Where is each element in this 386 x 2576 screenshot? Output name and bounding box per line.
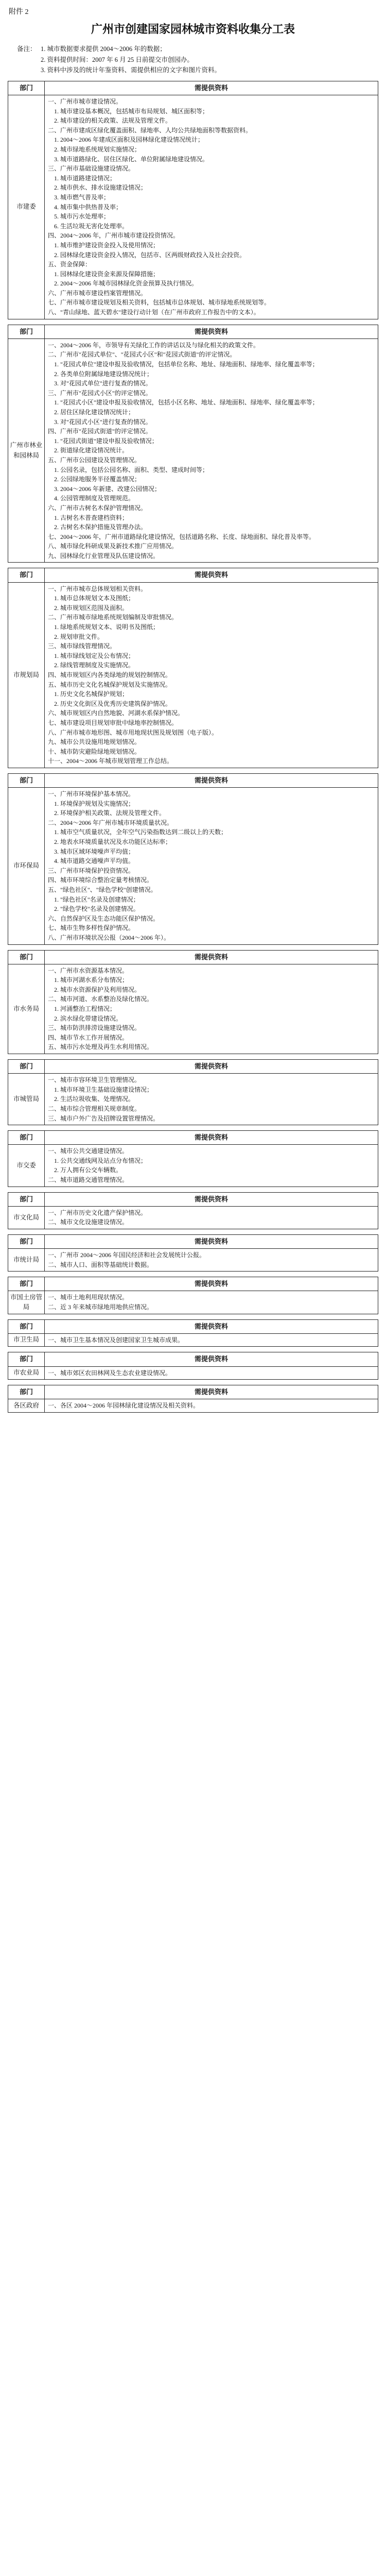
content-line: 八、"青山绿地、蓝天碧水"建设行动计划（在广州市政府工作报告中的文本）。 — [48, 309, 260, 316]
department-cell: 市文化局 — [8, 1206, 45, 1229]
table-header-row — [8, 81, 378, 95]
content-cell — [45, 1145, 378, 1187]
content-cell — [45, 1333, 378, 1347]
sections-container — [8, 81, 378, 1413]
content-line: 4. 公园管理制度及管理规范。 — [54, 495, 135, 502]
content-line: 一、广州市环境保护基本情况。 — [48, 790, 135, 798]
header-department: 部门 — [8, 1385, 45, 1399]
note-text: 3. 资料中涉及的统计年鉴资料、需提供相应的文字和图片资料。 — [41, 66, 221, 74]
content-line: 1. "花园式单位"建设申报及验收情况，包括单位名称、地址、绿地面积、绿地率、绿化覆盖率等； — [54, 361, 319, 368]
header-content: 需提供资料 — [45, 1352, 378, 1366]
header-department: 部门 — [8, 81, 45, 95]
content-line: 2. 2004～2006 年城市园林绿化资金预算及执行情况。 — [54, 280, 198, 287]
content-line: 1. "花园式街道"建设申报及验收情况； — [54, 437, 158, 445]
content-line: 六、自然保护区及生态功能区保护情况。 — [48, 914, 160, 922]
section-table — [8, 950, 378, 1054]
content-line: 5. 城市污水处理率； — [54, 213, 110, 221]
content-line: 二、2004～2006 年广州市城市环境质量状况。 — [48, 819, 173, 826]
content-line: 七、城市生物多样性保护情况。 — [48, 924, 135, 932]
department-cell: 市农业局 — [8, 1366, 45, 1380]
note-text: 2. 资料提供时间：2007 年 6 月 25 日前提交市创园办。 — [41, 56, 194, 63]
department-cell: 各区政府 — [8, 1399, 45, 1413]
section-table — [8, 773, 378, 945]
content-line: 一、广州市历史文化遗产保护情况。 — [48, 1209, 147, 1216]
content-line: 1. 绿地系统规划文本、说明书及图纸； — [54, 623, 160, 631]
content-line: 1. 园林绿化建设资金来源及保障措施； — [54, 270, 160, 278]
content-cell — [45, 1206, 378, 1229]
content-line: 1. 公园名录，包括公园名称、面积、类型、建成时间等； — [54, 466, 209, 473]
department-cell: 市规划局 — [8, 582, 45, 768]
content-cell — [45, 338, 378, 563]
content-line: 1. "花园式小区"建设申报及验收情况，包括小区名称、地址、绿地面积、绿地率、绿化覆盖率等； — [54, 399, 319, 406]
content-line: 2. 公园绿地服务半径覆盖情况； — [54, 476, 141, 483]
content-cell — [45, 95, 378, 319]
content-line: 二、城市道路交通管理情况。 — [48, 1176, 129, 1184]
content-line: 五、广州市公园建设及管理情况。 — [48, 456, 141, 464]
content-line: 2. 古树名木保护措施及管理办法。 — [54, 523, 147, 531]
table-row — [8, 1249, 378, 1272]
department-cell: 市交委 — [8, 1145, 45, 1187]
content-line: 三、城市绿线管理情况。 — [48, 642, 116, 650]
header-content: 需提供资料 — [45, 1385, 378, 1399]
content-line: 一、城市市容环境卫生管理情况。 — [48, 1076, 141, 1084]
header-department: 部门 — [8, 1060, 45, 1074]
content-line: 一、城市土地利用现状情况。 — [48, 1294, 129, 1301]
table-header-row — [8, 1060, 378, 1074]
department-cell: 广州市林业和园林局 — [8, 338, 45, 563]
header-department: 部门 — [8, 1277, 45, 1291]
note-line — [17, 44, 378, 55]
table-row — [8, 788, 378, 945]
document-page — [8, 0, 378, 1413]
content-line: 2. 街道绿化建设情况统计。 — [54, 447, 129, 454]
content-line: 1. 古树名木普查建档资料； — [54, 514, 129, 521]
table-row — [8, 1291, 378, 1314]
table-header-row — [8, 1352, 378, 1366]
content-line: 3. 城市道路绿化、居住区绿化、单位附属绿地建设情况。 — [54, 155, 209, 163]
table-header-row — [8, 773, 378, 787]
content-line: 四、2004～2006 年，广州市城市建设投资情况。 — [48, 232, 180, 240]
header-department: 部门 — [8, 1234, 45, 1248]
content-cell — [45, 582, 378, 768]
attachment-label: 附件 2 — [9, 8, 29, 16]
content-line: 1. 2004～2006 年建成区面积及园林绿化建设情况统计； — [54, 136, 204, 144]
header-department: 部门 — [8, 773, 45, 787]
note-lead — [17, 55, 41, 65]
content-line: 二、城市人口、面积等基础统计数据。 — [48, 1261, 153, 1268]
content-line: 3. 城市区域环境噪声平均值； — [54, 848, 135, 855]
content-line: 五、"绿色社区"、"绿色学校"创建情况。 — [48, 886, 157, 893]
content-line: 二、近 3 年来城市绿地用地供应情况。 — [48, 1303, 153, 1311]
header-department: 部门 — [8, 950, 45, 964]
content-line: 1. 城市绿线划定及公布情况； — [54, 652, 135, 659]
content-line: 四、城市节水工作开展情况。 — [48, 1033, 129, 1041]
content-line: 1. 城市维护建设资金投入及使用情况； — [54, 241, 160, 249]
section-table — [8, 1130, 378, 1187]
content-line: 2. 居住区绿化建设情况统计； — [54, 408, 135, 416]
section-table — [8, 1352, 378, 1380]
table-row — [8, 338, 378, 563]
content-cell — [45, 1399, 378, 1413]
department-cell: 市卫生局 — [8, 1333, 45, 1347]
content-line: 2. 万人拥有公交车辆数。 — [54, 1166, 122, 1174]
content-line: 一、城市卫生基本情况及创建国家卫生城市成果。 — [48, 1336, 184, 1344]
content-line: 1. 城市总体规划文本及图纸； — [54, 595, 135, 602]
content-line: 4. 城市集中供热普及率； — [54, 203, 122, 211]
section-table — [8, 1059, 378, 1125]
content-line: 一、2004～2006 年，市领导有关绿化工作的讲话以及与绿化相关的政策文件。 — [48, 341, 260, 349]
table-row — [8, 1333, 378, 1347]
content-line: 三、城市户外广告及招牌设置管理情况。 — [48, 1114, 160, 1122]
note-line — [17, 55, 378, 65]
content-line: 一、各区 2004～2006 年园林绿化建设情况及相关资料。 — [48, 1402, 200, 1410]
content-line: 2. 绿线管理制度及实施情况。 — [54, 662, 135, 669]
content-line: 2. 城市规划区范围及面积。 — [54, 604, 129, 612]
table-row — [8, 1206, 378, 1229]
section-table — [8, 568, 378, 768]
content-line: 四、城市环境综合整治定量考核情况。 — [48, 876, 153, 884]
section-table — [8, 81, 378, 319]
content-line: 1. 城市建设基本概况，包括城市布局规划、城区面积等； — [54, 107, 209, 115]
content-line: 3. 2004～2006 年新建、改建公园情况； — [54, 485, 161, 493]
content-line: 三、广州市基础设施建设情况。 — [48, 165, 135, 173]
section-table — [8, 1319, 378, 1347]
content-line: 2. 城市供水、排水设施建设情况； — [54, 184, 147, 192]
department-cell: 市环保局 — [8, 788, 45, 945]
content-cell — [45, 1074, 378, 1125]
table-header-row — [8, 1277, 378, 1291]
content-line: 九、城市公共设施用地规划情况。 — [48, 738, 141, 746]
header-content: 需提供资料 — [45, 325, 378, 338]
content-line: 二、广州市"花园式单位"、"花园式小区"和"花园式街道"的评定情况。 — [48, 351, 236, 359]
content-cell — [45, 964, 378, 1054]
header-content: 需提供资料 — [45, 81, 378, 95]
department-cell: 市国土房管局 — [8, 1291, 45, 1314]
content-line: 一、广州市 2004～2006 年国民经济和社会发展统计公报。 — [48, 1251, 206, 1259]
section-table — [8, 325, 378, 563]
content-line: 六、城市规划区内自然地貌、河湖水系保护情况。 — [48, 709, 184, 717]
content-line: 五、城市历史文化名城保护规划及实施情况。 — [48, 681, 172, 688]
content-line: 一、广州市城市总体规划相关资料。 — [48, 585, 147, 592]
table-row — [8, 964, 378, 1054]
content-line: 3. 对"花园式单位"进行复查的情况。 — [54, 380, 152, 387]
content-line: 十一、2004～2006 年城市规划管理工作总结。 — [48, 757, 173, 765]
content-line: 八、广州市环境状况公报（2004～2006 年）。 — [48, 934, 170, 941]
content-line: 2. 城市水资源保护及利用情况。 — [54, 986, 141, 993]
table-row — [8, 1366, 378, 1380]
content-line: 十、城市防灾避险绿地规划情况。 — [48, 748, 141, 755]
header-content: 需提供资料 — [45, 1192, 378, 1206]
content-line: 1. "绿色社区"名录及创建情况； — [54, 895, 139, 903]
content-line: 七、2004～2006 年，广州市道路绿化建设情况，包括道路名称、长度、绿地面积、绿化普及率等。 — [48, 533, 315, 540]
content-line: 1. 环境保护规划及实施情况； — [54, 800, 135, 807]
content-line: 二、城市河道、水系整治及绿化情况。 — [48, 995, 153, 1003]
section-table — [8, 1277, 378, 1314]
table-row — [8, 1399, 378, 1413]
header-department: 部门 — [8, 325, 45, 338]
content-line: 1. 城市空气质量状况，全年空气污染指数达到二级以上的天数； — [54, 828, 227, 836]
content-line: 1. 城市道路建设情况； — [54, 174, 116, 182]
table-row — [8, 1145, 378, 1187]
header-content: 需提供资料 — [45, 950, 378, 964]
content-line: 2. 历史文化街区及优秀历史建筑保护情况。 — [54, 700, 172, 707]
content-line: 2. 城市建设的相关政策、法规及管理文件。 — [54, 117, 172, 125]
content-line: 八、城市绿化科研成果及新技术推广应用情况。 — [48, 543, 178, 550]
content-line: 三、城市防洪排涝设施建设情况。 — [48, 1024, 141, 1032]
header-content: 需提供资料 — [45, 1131, 378, 1145]
content-line: 六、广州市城市建设档案管理情况。 — [48, 289, 147, 297]
notes-block — [17, 44, 378, 76]
content-line: 2. 规划审批文件。 — [54, 633, 104, 640]
section-table — [8, 1234, 378, 1272]
content-line: 2. 环境保护相关政策、法规及管理文件。 — [54, 809, 166, 817]
content-line: 1. 历史文化名城保护规划； — [54, 690, 129, 698]
table-header-row — [8, 1385, 378, 1399]
content-line: 一、广州市城市建设情况。 — [48, 98, 122, 106]
content-line: 七、城市建设项目规划审批中绿地率控制情况。 — [48, 719, 178, 726]
content-line: 2. 生活垃圾收集、处理情况。 — [54, 1095, 135, 1103]
table-header-row — [8, 568, 378, 582]
content-line: 二、广州市城市绿地系统规划编制及审批情况。 — [48, 614, 178, 621]
table-row — [8, 1074, 378, 1125]
content-cell — [45, 1249, 378, 1272]
note-lead — [17, 65, 41, 76]
section-table — [8, 1385, 378, 1413]
content-line: 三、广州市环境保护投资情况。 — [48, 867, 135, 874]
header-department: 部门 — [8, 1319, 45, 1333]
content-line: 3. 城市燃气普及率； — [54, 193, 110, 201]
content-line: 七、广州市城市建设规划及相关资料，包括城市总体规划、城市绿地系统规划等。 — [48, 299, 271, 307]
content-line: 2. 园林绿化建设资金投入情况，包括市、区两级财政投入及社会投资。 — [54, 251, 246, 259]
content-line: 一、广州市水资源基本情况。 — [48, 967, 129, 974]
note-lead: 备注： — [17, 45, 37, 53]
content-line: 6. 生活垃圾无害化处理率。 — [54, 222, 129, 230]
content-line: 四、广州市"花园式街道"的评定情况。 — [48, 428, 152, 435]
content-line: 1. 公共交通线网及站点分布情况； — [54, 1157, 147, 1164]
header-content: 需提供资料 — [45, 1060, 378, 1074]
section-table — [8, 1192, 378, 1229]
department-cell: 市建委 — [8, 95, 45, 319]
header-content: 需提供资料 — [45, 1319, 378, 1333]
content-line: 八、广州市城市地形图、城市用地现状图及规划图（电子版）。 — [48, 728, 218, 736]
department-cell: 市水务局 — [8, 964, 45, 1054]
content-line: 2. 各类单位附属绿地建设情况统计； — [54, 370, 153, 378]
document-title: 广州市创建国家园林城市资料收集分工表 — [91, 23, 295, 36]
content-line: 1. 城市环境卫生基础设施建设情况； — [54, 1086, 153, 1093]
content-cell — [45, 788, 378, 945]
content-line: 2. 地表水环境质量状况及水功能区达标率； — [54, 838, 172, 845]
content-cell — [45, 1291, 378, 1314]
content-line: 三、广州市"花园式小区"的评定情况。 — [48, 389, 152, 397]
table-row — [8, 582, 378, 768]
content-line: 一、城市公共交通建设情况。 — [48, 1147, 129, 1155]
table-header-row — [8, 1319, 378, 1333]
content-line: 六、广州市古树名木保护管理情况。 — [48, 504, 147, 512]
content-line: 4. 城市道路交通噪声平均值。 — [54, 857, 135, 865]
header-department: 部门 — [8, 1131, 45, 1145]
content-line: 1. 河涌整治工程情况； — [54, 1005, 116, 1013]
content-line: 二、城市文化设施建设情况。 — [48, 1218, 129, 1226]
department-cell: 市统计局 — [8, 1249, 45, 1272]
content-line: 二、广州市建成区绿化覆盖面积、绿地率、人均公共绿地面积等数据资料。 — [48, 126, 252, 134]
content-line: 1. 城市河湖水系分布情况； — [54, 976, 129, 984]
content-line: 五、资金保障： — [48, 261, 92, 268]
content-line: 2. "绿色学校"名录及创建情况。 — [54, 905, 139, 913]
content-line: 2. 滨水绿化带建设情况。 — [54, 1014, 122, 1022]
table-header-row — [8, 1131, 378, 1145]
content-line: 2. 城市绿地系统规划实施情况； — [54, 145, 141, 153]
header-content: 需提供资料 — [45, 568, 378, 582]
table-header-row — [8, 1234, 378, 1248]
content-line: 二、城市综合管理相关规章制度。 — [48, 1105, 141, 1112]
header-department: 部门 — [8, 568, 45, 582]
note-line — [17, 65, 378, 76]
table-header-row — [8, 325, 378, 338]
table-row — [8, 95, 378, 319]
content-cell — [45, 1366, 378, 1380]
table-header-row — [8, 1192, 378, 1206]
note-text: 1. 城市数据要求提供 2004～2006 年的数据； — [41, 45, 166, 53]
header-department: 部门 — [8, 1352, 45, 1366]
header-content: 需提供资料 — [45, 1277, 378, 1291]
header-content: 需提供资料 — [45, 773, 378, 787]
header-department: 部门 — [8, 1192, 45, 1206]
department-cell: 市城管局 — [8, 1074, 45, 1125]
content-line: 一、城市郊区农田林网及生态农业建设情况。 — [48, 1369, 172, 1377]
header-content: 需提供资料 — [45, 1234, 378, 1248]
content-line: 九、园林绿化行业管理及队伍建设情况。 — [48, 552, 160, 560]
table-header-row — [8, 950, 378, 964]
content-line: 五、城市污水处理及再生水利用情况。 — [48, 1043, 153, 1051]
content-line: 3. 对"花园式小区"进行复查的情况。 — [54, 418, 152, 426]
content-line: 四、城市规划区内各类绿地的规划控制情况。 — [48, 671, 172, 679]
